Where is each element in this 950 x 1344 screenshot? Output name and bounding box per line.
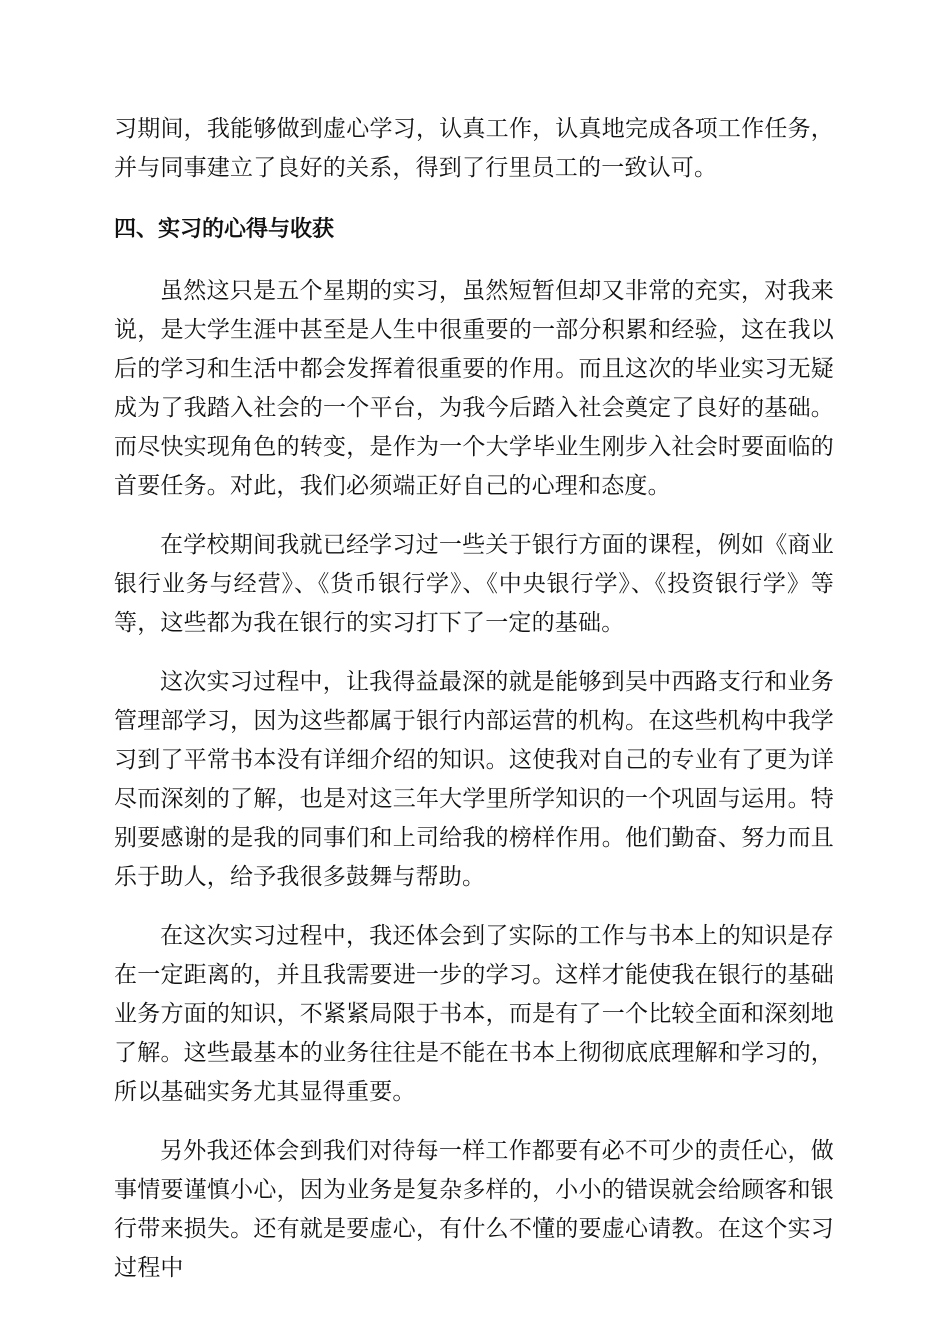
section-paragraph-4: 在这次实习过程中，我还体会到了实际的工作与书本上的知识是存在一定距离的，并且我需要进一步的学习。这样才能使我在银行的基础业务方面的知识，不紧紧局限于书本，而是有了一个比较全面和深刻地了解。这些最基本的业务往往是不能在书本上彻彻底底理解和学习的，所以基础实务尤其显得重要。 [114,923,834,1105]
section-paragraph-1: 虽然这只是五个星期的实习，虽然短暂但却又非常的充实，对我来说，是大学生涯中甚至是人生中很重要的一部分积累和经验，这在我以后的学习和生活中都会发挥着很重要的作用。而且这次的毕业实习无疑成为了我踏入社会的一个平台，为我今后踏入社会奠定了良好的基础。而尽快实现角色的转变，是作为一个大学毕业生刚步入社会时要面临的首要任务。对此，我们必须端正好自己的心理和态度。 [114,278,834,499]
document-body [114,110,834,1288]
section-paragraph-2: 在学校期间我就已经学习过一些关于银行方面的课程，例如《商业银行业务与经营》、《货币银行学》、《中央银行学》、《投资银行学》等等，这些都为我在银行的实习打下了一定的基础。 [114,532,834,636]
section-paragraph-5: 另外我还体会到我们对待每一样工作都要有必不可少的责任心，做事情要谨慎小心，因为业务是复杂多样的，小小的错误就会给顾客和银行带来损失。还有就是要虚心，有什么不懂的要虚心请教。在这个实习过程中 [114,1138,834,1281]
continued-paragraph: 习期间，我能够做到虚心学习，认真工作，认真地完成各项工作任务，并与同事建立了良好的关系，得到了行里员工的一致认可。 [114,116,834,181]
section-paragraph-3: 这次实习过程中，让我得益最深的就是能够到吴中西路支行和业务管理部学习，因为这些都属于银行内部运营的机构。在这些机构中我学习到了平常书本没有详细介绍的知识。这使我对自己的专业有了更为详尽而深刻的了解，也是对这三年大学里所学知识的一个巩固与运用。特别要感谢的是我的同事们和上司给我的榜样作用。他们勤奋、努力而且乐于助人，给予我很多鼓舞与帮助。 [114,669,834,890]
section-heading: 四、实习的心得与收获 [114,217,335,242]
